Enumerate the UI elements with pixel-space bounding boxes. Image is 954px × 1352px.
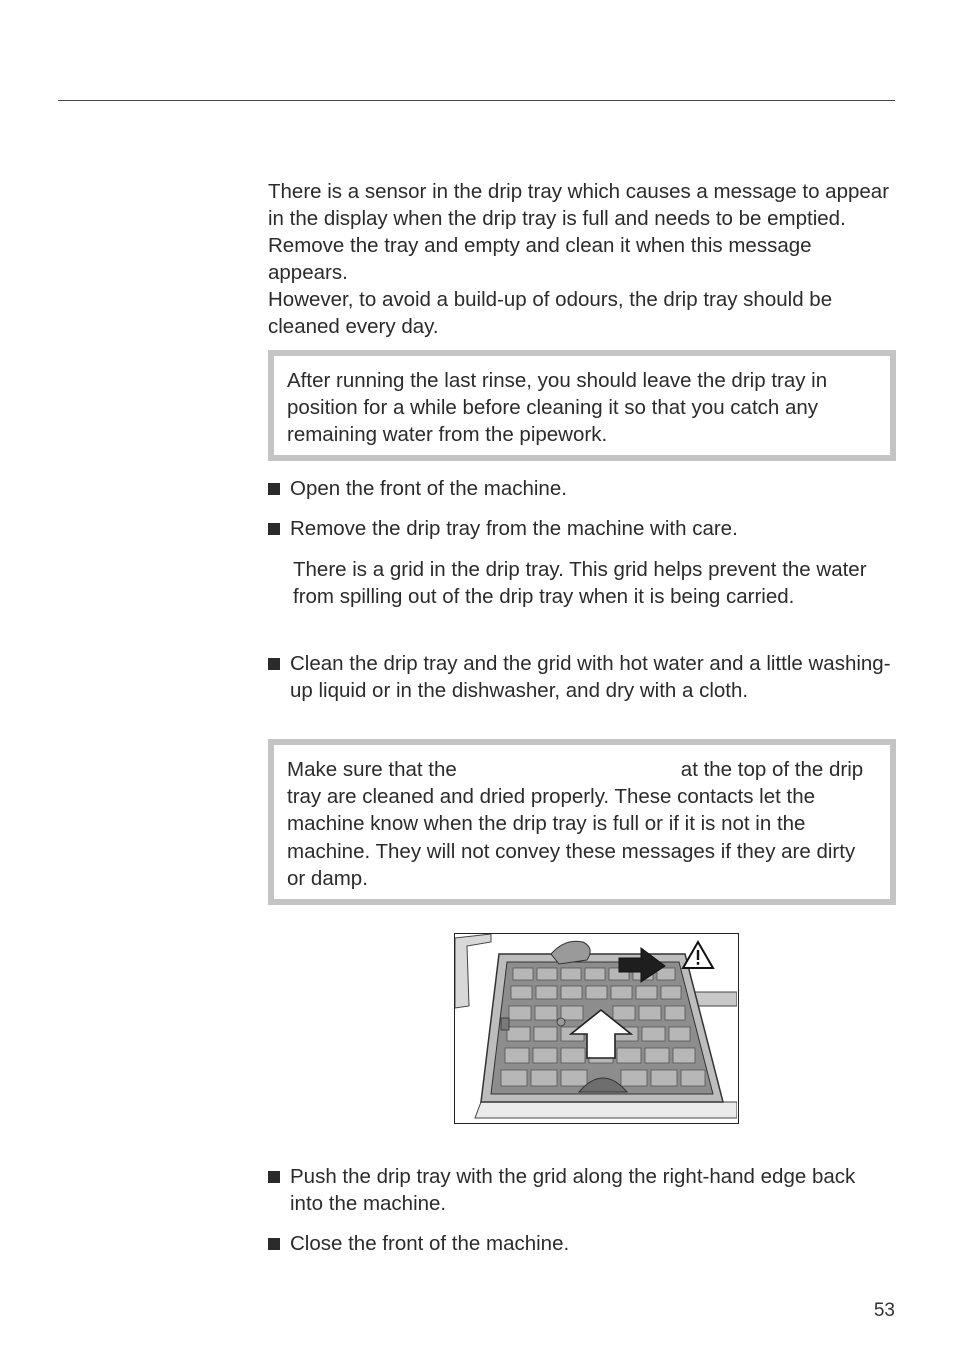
- grid-info-text: There is a grid in the drip tray. This grid helps prevent the water from spilling out of the drip tray when it is being carried.: [293, 558, 867, 608]
- bullet-square-icon: [268, 1238, 280, 1250]
- step-remove-tray: [268, 515, 893, 542]
- bullet-square-icon: [268, 658, 280, 670]
- note-rinse-text: After running the last rinse, you should leave the drip tray in position for a while before cleaning it so that you catch any remaining water from the pipework.: [287, 369, 828, 447]
- bullet-square-icon: [268, 1171, 280, 1183]
- step-open-front: [268, 475, 893, 502]
- intro-text-2: However, to avoid a build-up of odours, the drip tray should be cleaned every day.: [268, 288, 833, 338]
- step-push-tray-back: [268, 1163, 893, 1217]
- note-contacts-after: at the top of the: [680, 758, 824, 781]
- bullet-square-icon: [268, 523, 280, 535]
- note-box-rinse: [268, 350, 896, 461]
- step-text: Push the drip tray with the grid along the right-hand edge back into the machine.: [290, 1165, 856, 1215]
- warning-triangle-icon: [683, 942, 713, 968]
- drip-tray-illustration: [454, 933, 739, 1124]
- drip-tray-drawing: [455, 934, 737, 1122]
- intro-paragraph: [268, 178, 893, 340]
- step-text: Open the front of the machine.: [290, 477, 567, 500]
- note-contacts-text: [287, 756, 876, 892]
- step-close-front: [268, 1230, 893, 1257]
- header-rule: [58, 100, 895, 101]
- step-text: Close the front of the machine.: [290, 1232, 570, 1255]
- note-contacts-before: Make sure that the: [287, 758, 457, 781]
- note-box-contacts: [268, 739, 896, 905]
- step-text: Remove the drip tray from the machine with care.: [290, 517, 738, 540]
- step-clean-tray: [268, 650, 893, 704]
- step-text: Clean the drip tray and the grid with hot water and a little washing-up liquid or in the dishwasher, and dry with a cloth.: [290, 652, 891, 702]
- bullet-square-icon: [268, 483, 280, 495]
- note-contacts-rest: drip tray are cleaned and dried properly. These contacts let the machine know when the drip tray is full or if it is not in the machine. They will not convey these messages if they are dirty or damp.: [287, 758, 864, 890]
- intro-text: There is a sensor in the drip tray which causes a message to appear in the display when the drip tray is full and needs to be emptied. Remove the tray and empty and clean it when this message appears.: [268, 180, 890, 284]
- page-number: 53: [873, 1300, 895, 1321]
